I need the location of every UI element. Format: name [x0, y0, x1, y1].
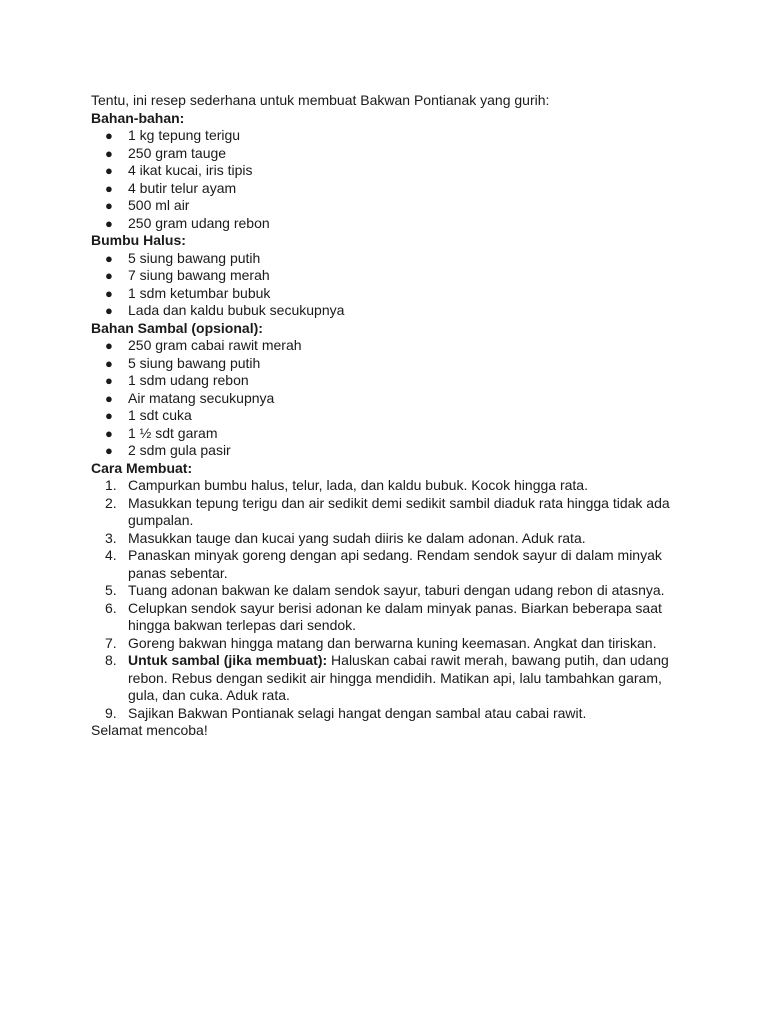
- bullet-icon: ●: [105, 198, 113, 213]
- bullet-icon: ●: [105, 425, 113, 441]
- bullet-icon: ●: [105, 145, 113, 161]
- step-number: 6.: [105, 599, 117, 616]
- bullet-icon: ●: [105, 285, 113, 301]
- step-number: 9.: [105, 704, 117, 721]
- list-item: ● 2 sdm gula pasir: [105, 442, 231, 458]
- list-sambal: [91, 337, 691, 460]
- bullet-icon: ●: [105, 355, 113, 371]
- list-item: ● 1 sdm udang rebon: [105, 372, 249, 388]
- list-item: ● 5 siung bawang putih: [105, 354, 261, 371]
- list-item: ● 4 ikat kucai, iris tipis: [105, 162, 253, 178]
- step-number: 8.: [105, 652, 117, 668]
- step-number: 4.: [105, 547, 117, 563]
- step-text: Masukkan tauge dan kucai yang sudah diiris ke dalam adonan. Aduk rata.: [128, 529, 586, 546]
- step-item: [91, 635, 693, 653]
- intro-text: Tentu, ini resep sederhana untuk membuat Bakwan Pontianak yang gurih:: [91, 92, 550, 108]
- bullet-icon: ●: [105, 338, 113, 353]
- step-item: [91, 705, 693, 723]
- step-text: Panaskan minyak goreng dengan api sedang. Rendam sendok sayur di dalam minyak panas sebentar.: [128, 547, 662, 581]
- bullet-icon: ●: [105, 250, 113, 266]
- bullet-icon: ●: [105, 373, 113, 388]
- bullet-icon: ●: [105, 408, 113, 423]
- list-item: ● 1 sdt cuka: [105, 407, 192, 423]
- list-bahan: [91, 127, 691, 232]
- step-item: [91, 600, 693, 635]
- list-item: ● 500 ml air: [105, 197, 190, 213]
- document-page: [91, 92, 691, 740]
- heading-bumbu: Bumbu Halus:: [91, 232, 186, 248]
- bullet-icon: ●: [105, 180, 113, 196]
- list-item: ● Air matang secukupnya: [105, 389, 275, 406]
- list-item: ● 1 kg tepung terigu: [105, 127, 241, 143]
- bullet-icon: ●: [105, 443, 113, 458]
- step-text: Goreng bakwan hingga matang dan berwarna kuning keemasan. Angkat dan tiriskan.: [128, 634, 657, 651]
- heading-bahan: Bahan-bahan:: [91, 109, 185, 126]
- step-text: Sajikan Bakwan Pontianak selagi hangat dengan sambal atau cabai rawit.: [128, 704, 587, 721]
- step-text: Masukkan tepung terigu dan air sedikit demi sedikit sambil diaduk rata hingga tidak ada gumpalan.: [128, 494, 670, 528]
- list-item: ● 250 gram udang rebon: [105, 214, 270, 231]
- bullet-icon: ●: [105, 128, 113, 143]
- step-text: Tuang adonan bakwan ke dalam sendok sayur, taburi dengan udang rebon di atasnya.: [128, 582, 665, 598]
- step-item: [91, 652, 693, 705]
- closing-text: Selamat mencoba!: [91, 722, 208, 738]
- list-item: ● 5 siung bawang putih: [105, 249, 261, 266]
- step-number: 5.: [105, 582, 117, 598]
- step-number: 7.: [105, 634, 117, 651]
- step-text: Campurkan bumbu halus, telur, lada, dan kaldu bubuk. Kocok hingga rata.: [128, 477, 588, 493]
- step-item: [91, 530, 693, 548]
- bullet-icon: ●: [105, 215, 113, 231]
- list-item: ● 250 gram cabai rawit merah: [105, 337, 302, 353]
- step-number: 2.: [105, 494, 117, 511]
- bullet-icon: ●: [105, 390, 113, 406]
- list-item: ● 1 sdm ketumbar bubuk: [105, 284, 271, 301]
- bullet-icon: ●: [105, 268, 113, 283]
- step-item: [91, 582, 693, 600]
- list-item: ● Lada dan kaldu bubuk secukupnya: [105, 302, 345, 318]
- list-item: ● 4 butir telur ayam: [105, 179, 237, 196]
- list-item: ● 250 gram tauge: [105, 144, 227, 161]
- step-bold-label: Untuk sambal (jika membuat):: [128, 652, 328, 668]
- heading-cara: Cara Membuat:: [91, 459, 193, 476]
- step-item: [91, 495, 693, 530]
- list-bumbu: [91, 250, 691, 320]
- bullet-icon: ●: [105, 163, 113, 178]
- list-steps: [91, 477, 691, 722]
- step-item: [91, 547, 693, 582]
- step-number: 1.: [105, 477, 117, 493]
- step-text: Haluskan cabai rawit merah, bawang putih, dan udang rebon. Rebus dengan sedikit air hingga mendidih. Matikan api, lalu tambahkan garam, gula, dan cuka. Aduk rata.: [128, 652, 669, 703]
- heading-sambal: Bahan Sambal (opsional):: [91, 319, 263, 336]
- step-text: Celupkan sendok sayur berisi adonan ke dalam minyak panas. Biarkan beberapa saat hingga bakwan terlepas dari sendok.: [128, 599, 662, 633]
- list-item: ● 1 ½ sdt garam: [105, 424, 218, 441]
- step-item: [91, 477, 693, 495]
- bullet-icon: ●: [105, 303, 113, 318]
- list-item: ● 7 siung bawang merah: [105, 267, 270, 283]
- step-number: 3.: [105, 529, 117, 546]
